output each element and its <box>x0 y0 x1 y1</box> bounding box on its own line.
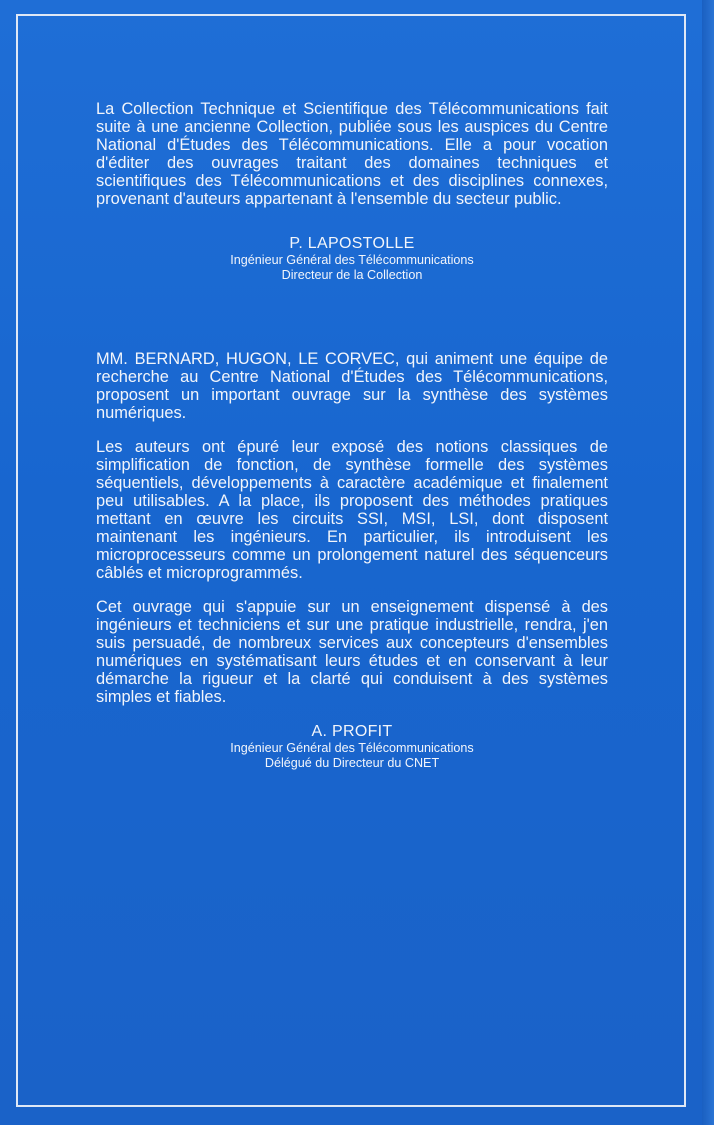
signature-name: A. PROFIT <box>311 723 393 740</box>
signature-name: P. LAPOSTOLLE <box>289 235 415 252</box>
signature-profit <box>96 722 608 771</box>
signature-lapostolle <box>96 234 608 283</box>
signature-role: Directeur de la Collection <box>281 268 423 282</box>
cover-edge <box>702 0 714 1125</box>
body-text <box>96 350 608 706</box>
intro-text <box>96 100 608 208</box>
signature-title: Ingénieur Général des Télécommunications <box>230 253 474 267</box>
body-paragraph-2: Les auteurs ont épuré leur exposé des notions classiques de simplification de fonction, de synthèse formelle des systèmes séquentiels, développements à caractère académique et finalement peu utilisables. A la place, ils proposent des méthodes pratiques mettant en œuvre les circuits SSI, MSI, LSI, dont disposent maintenant les ingénieurs. En particulier, ils introduisent les microprocesseurs comme un prolongement naturel des séquenceurs câblés et microprogrammés. <box>96 438 608 582</box>
signature-title: Ingénieur Général des Télécommunications <box>230 741 474 755</box>
intro-paragraph: La Collection Technique et Scientifique des Télécommunications fait suite à une ancienne Collection, publiée sous les auspices du Centre National d'Études des Télécommunications. Elle a pour vocation d'éditer des ouvrages traitant des domaines techniques et scientifiques des Télécommunications et des disciplines connexes, provenant d'auteurs appartenant à l'ensemble du secteur public. <box>96 100 608 208</box>
body-paragraph-3: Cet ouvrage qui s'appuie sur un enseignement dispensé à des ingénieurs et techniciens et sur une pratique industrielle, rendra, j'en suis persuadé, de nombreux services aux concepteurs d'ensembles numériques en systématisant leurs études et en conservant à leur démarche la rigueur et la clarté qui conduisent à des systèmes simples et fiables. <box>96 598 608 706</box>
signature-role: Délégué du Directeur du CNET <box>264 756 440 770</box>
body-paragraph-1: MM. BERNARD, HUGON, LE CORVEC, qui animent une équipe de recherche au Centre National d'Études des Télécommunications, proposent un important ouvrage sur la synthèse des systèmes numériques. <box>96 350 608 422</box>
